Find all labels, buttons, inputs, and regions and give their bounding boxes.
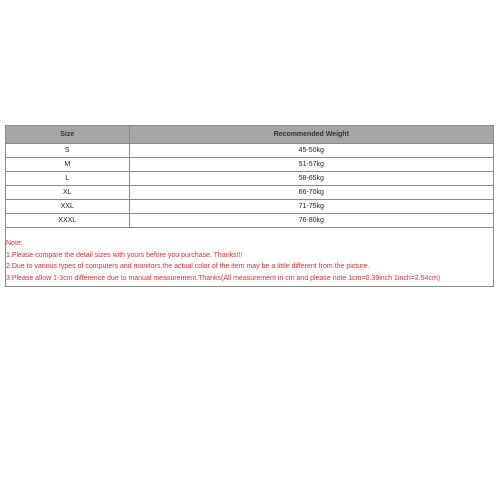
size-cell: L <box>6 172 129 186</box>
weight-cell: 51-57kg <box>129 158 493 172</box>
notes-section <box>6 228 493 286</box>
weight-cell: 76-80kg <box>129 214 493 228</box>
notes-title: Note: <box>6 240 23 247</box>
table-row <box>6 186 493 200</box>
note-item: 1.Please compare the detail sizes with yours before you purchase. Thanks!!! <box>6 251 243 259</box>
size-cell: XXL <box>6 200 129 214</box>
table-row <box>6 172 493 186</box>
weight-cell: 45-50kg <box>129 144 493 158</box>
size-cell: M <box>6 158 129 172</box>
note-item: 2.Due to various types of computers and monitors,the actual color of the item may be a little different from the picture. <box>6 263 370 270</box>
table-header-row <box>6 126 493 144</box>
size-cell: S <box>6 144 129 158</box>
table-row <box>6 200 493 214</box>
size-cell: XXXL <box>6 214 129 228</box>
table-row <box>6 158 493 172</box>
table-row <box>6 214 493 228</box>
size-chart-block <box>5 125 494 287</box>
table-row <box>6 144 493 158</box>
note-item: 3.Please allow 1-3cm difference due to manual measurement.Thanks(All measurement in cm and please note 1cm=0.39inch 1inch=2.54cm) <box>6 274 441 282</box>
size-cell: XL <box>6 186 129 200</box>
weight-cell: 58-65kg <box>129 172 493 186</box>
header-size: Size <box>6 126 129 144</box>
size-chart-table <box>6 126 493 228</box>
header-recommended-weight: Recommended Weight <box>129 126 493 144</box>
weight-cell: 71-75kg <box>129 200 493 214</box>
weight-cell: 66-70kg <box>129 186 493 200</box>
